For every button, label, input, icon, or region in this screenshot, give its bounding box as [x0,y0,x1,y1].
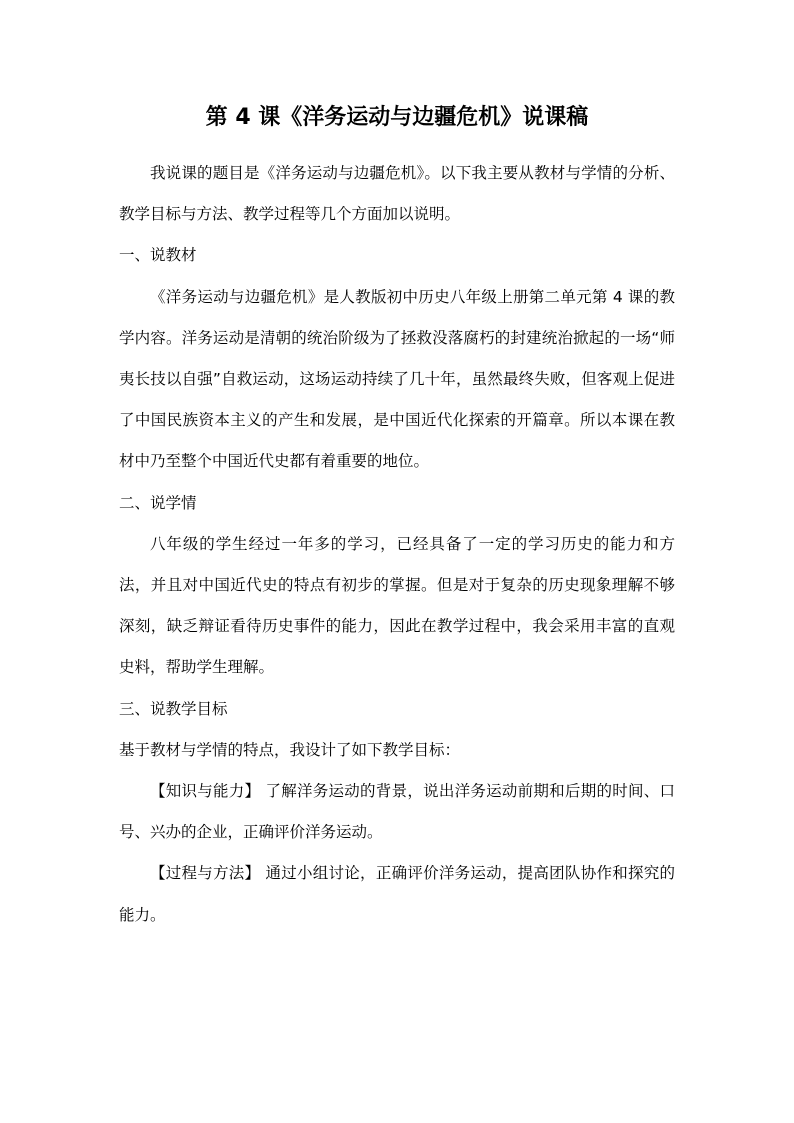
heading-learners: 二、说学情 [119,493,197,512]
document-title: 第 4 课《洋务运动与边疆危机》说课稿 [205,105,589,130]
heading-objectives: 三、说教学目标 [119,699,228,718]
paragraph-learners: 八年级的学生经过一年多的学习，已经具备了一定的学习历史的能力和方法，并且对中国近代史的特点有初步的掌握。但是对于复杂的历史现象理解不够深刻，缺乏辩证看待历史事件的能力，因此在教学过程中，我会采用丰富的直观史料，帮助学生理解。 [119,534,675,677]
paragraph-knowledge-ability: 【知识与能力】 了解洋务运动的背景，说出洋务运动前期和后期的时间、口号、兴办的企业，正确评价洋务运动。 [119,782,675,842]
paragraph-intro: 我说课的题目是《洋务运动与边疆危机》。以下我主要从教材与学情的分析、教学目标与方法、教学过程等几个方面加以说明。 [119,164,675,224]
paragraph-process-method: 【过程与方法】 通过小组讨论，正确评价洋务运动，提高团队协作和探究的能力。 [119,864,675,924]
paragraph-textbook: 《洋务运动与边疆危机》是人教版初中历史八年级上册第二单元第 4 课的教学内容。洋务运动是清朝的统治阶级为了拯救没落腐朽的封建统治掀起的一场“师夷长技以自强”自救运动，这场运动持续了几十年，虽然最终失败，但客观上促进了中国民族资本主义的产生和发展，是中国近代化探索的开篇章。所以本课在教材中乃至整个中国近代史都有着重要的地位。 [119,287,675,471]
document-body [119,153,675,936]
paragraph-objectives-intro: 基于教材与学情的特点，我设计了如下教学目标： [119,740,461,759]
heading-textbook: 一、说教材 [119,246,197,265]
